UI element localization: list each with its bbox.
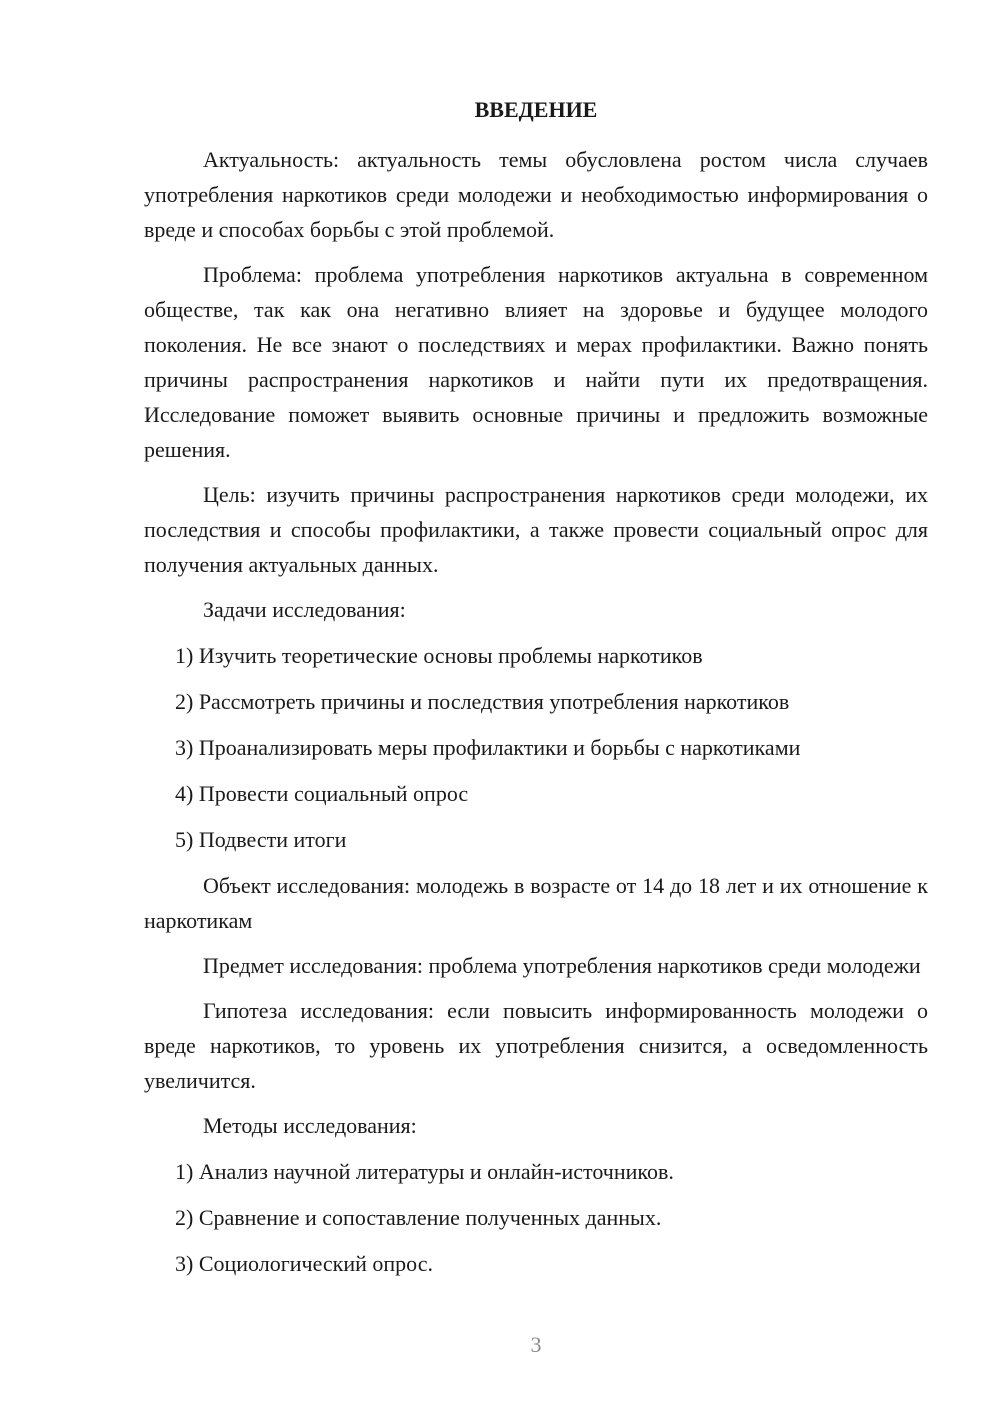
- tasks-list: [144, 638, 928, 857]
- methods-heading: Методы исследования:: [203, 1113, 417, 1138]
- subject-paragraph: Предмет исследования: проблема употребления наркотиков среди молодежи: [203, 953, 921, 978]
- list-item: 1) Анализ научной литературы и онлайн-источников.: [175, 1159, 674, 1184]
- methods-list: [144, 1154, 928, 1281]
- problem-paragraph: Проблема: проблема употребления наркотиков актуальна в современном обществе, так как она негативно влияет на здоровье и будущее молодого поколения. Не все знают о последствиях и мерах профилактики. Важно понять причины распространения наркотиков и найти пути их предотвращения. Исследование поможет выявить основные причины и предложить возможные решения.: [144, 262, 928, 462]
- page-number: 3: [530, 1332, 542, 1357]
- list-item: 2) Рассмотреть причины и последствия употребления наркотиков: [175, 689, 790, 714]
- relevance-paragraph: Актуальность: актуальность темы обусловлена ростом числа случаев употребления наркотиков среди молодежи и необходимостью информирования о вреде и способах борьбы с этой проблемой.: [144, 147, 928, 242]
- list-item: 4) Провести социальный опрос: [175, 781, 469, 806]
- list-item: 1) Изучить теоретические основы проблемы наркотиков: [175, 643, 703, 668]
- hypothesis-paragraph: Гипотеза исследования: если повысить информированность молодежи о вреде наркотиков, то уровень их употребления снизится, а осведомленность увеличится.: [144, 998, 928, 1093]
- tasks-heading: Задачи исследования:: [203, 597, 406, 622]
- list-item: 2) Сравнение и сопоставление полученных данных.: [175, 1205, 662, 1230]
- document-page: [144, 92, 928, 1292]
- object-paragraph: Объект исследования: молодежь в возрасте от 14 до 18 лет и их отношение к наркотикам: [144, 873, 928, 933]
- list-item: 3) Социологический опрос.: [175, 1251, 433, 1276]
- list-item: 5) Подвести итоги: [175, 827, 347, 852]
- list-item: 3) Проанализировать меры профилактики и борьбы с наркотиками: [175, 735, 801, 760]
- page-title: ВВЕДЕНИЕ: [474, 97, 598, 122]
- goal-paragraph: Цель: изучить причины распространения наркотиков среди молодежи, их последствия и способы профилактики, а также провести социальный опрос для получения актуальных данных.: [144, 482, 928, 577]
